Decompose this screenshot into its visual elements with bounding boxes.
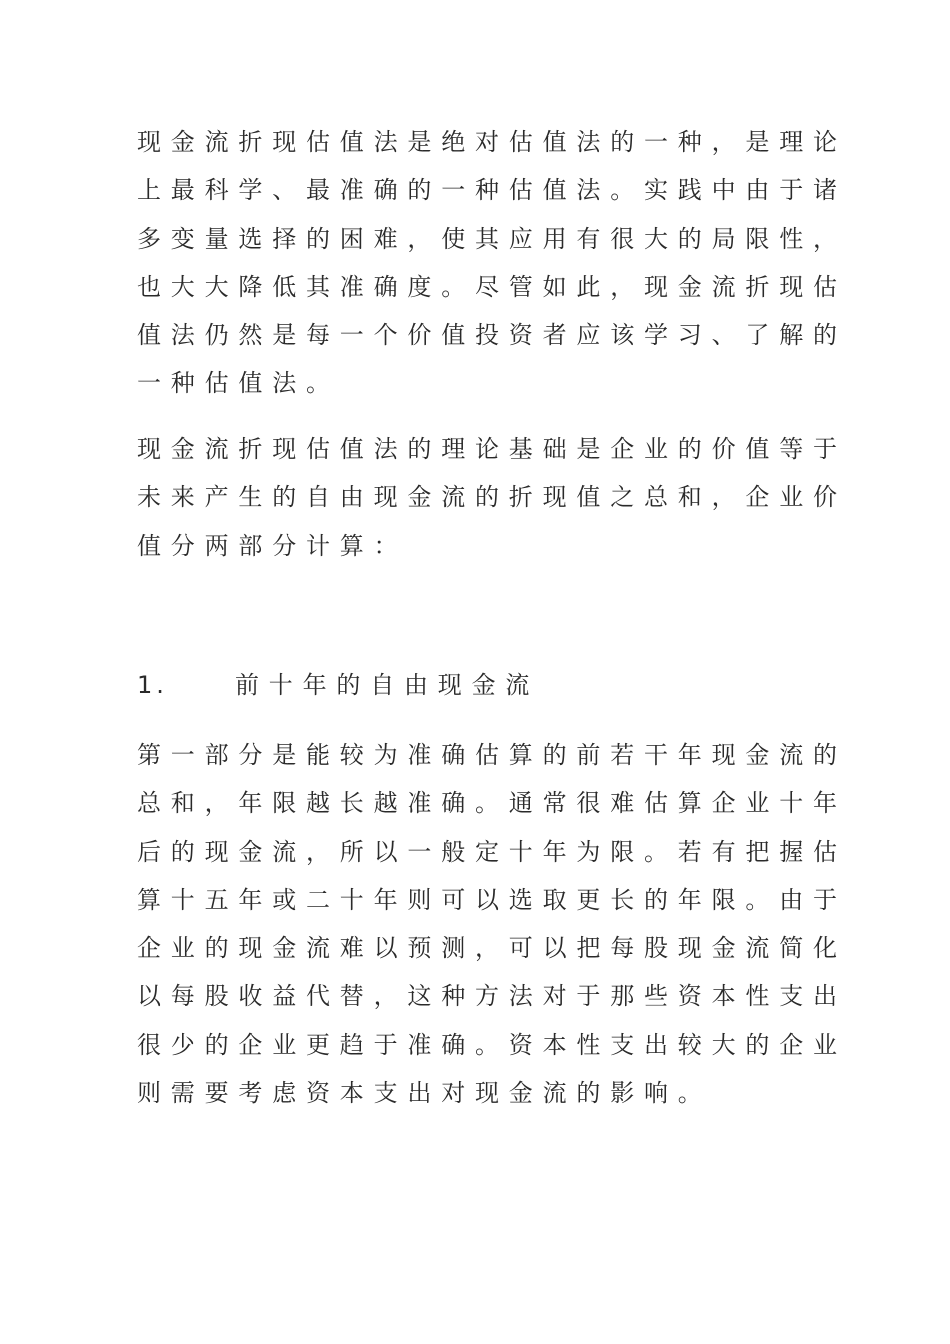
section-number: 1. [137,671,168,699]
section-title: 前十年的自由现金流 [235,671,540,699]
paragraph-intro [137,118,847,408]
paragraph-line: 值法仍然是每一个价值投资者应该学习、了解的 [137,321,847,350]
paragraph-line: 算十五年或二十年则可以选取更长的年限。由于 [137,885,847,914]
paragraph-line: 以每股收益代替，这种方法对于那些资本性支出 [137,982,847,1011]
paragraph-line: 第一部分是能较为准确估算的前若干年现金流的 [137,741,847,769]
paragraph-line: 值分两部分计算： [137,531,408,560]
paragraph-line: 也大大降低其准确度。尽管如此，现金流折现估 [137,272,847,301]
paragraph-first-part [137,731,847,1117]
paragraph-line: 企业的现金流难以预测，可以把每股现金流简化 [137,934,847,963]
paragraph-line: 则需要考虑资本支出对现金流的影响。 [137,1079,712,1108]
paragraph-line: 现金流折现估值法的理论基础是企业的价值等于 [137,435,847,463]
paragraph-theory [137,425,847,570]
paragraph-line: 上最科学、最准确的一种估值法。实践中由于诸 [137,176,847,205]
paragraph-line: 总和，年限越长越准确。通常很难估算企业十年 [137,789,847,818]
section-heading [137,661,809,709]
paragraph-line: 后的现金流，所以一般定十年为限。若有把握估 [137,837,847,866]
paragraph-line: 多变量选择的困难，使其应用有很大的局限性， [137,224,847,253]
paragraph-line: 很少的企业更趋于准确。资本性支出较大的企业 [137,1030,847,1059]
paragraph-line: 一种估值法。 [137,369,340,398]
paragraph-line: 现金流折现估值法是绝对估值法的一种，是理论 [137,128,847,156]
paragraph-line: 未来产生的自由现金流的折现值之总和，企业价 [137,483,847,512]
